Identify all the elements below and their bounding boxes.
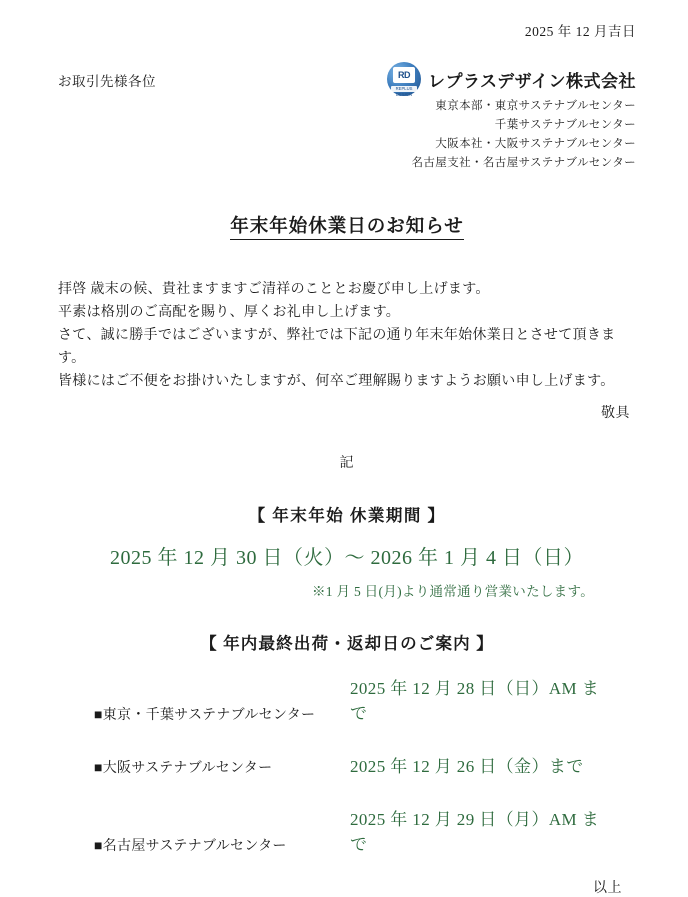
addressee: お取引先様各位 xyxy=(58,74,156,89)
company-block xyxy=(336,62,636,172)
body-paragraph: さて、誠に勝手ではございますが、弊社では下記の通り年末年始休業日とさせて頂きます。 xyxy=(58,328,616,366)
holiday-period-dates: 2025 年 12 月 30 日（火）〜 2026 年 1 月 4 日（日） xyxy=(110,547,584,569)
shipping-item-date: 2025 年 12 月 26 日（金）まで xyxy=(350,757,584,776)
holiday-period-heading: 【 年末年始 休業期間 】 xyxy=(248,506,446,525)
company-logo-row xyxy=(336,62,636,96)
list-item xyxy=(58,799,636,855)
logo-monogram: RD xyxy=(393,67,415,83)
shipping-list xyxy=(58,668,636,855)
closing-salutation: 敬具 xyxy=(601,406,630,421)
body-text xyxy=(58,278,636,393)
holiday-period-note: ※1 月 5 日(月)より通常通り営業いたします。 xyxy=(311,584,594,599)
document-title xyxy=(58,212,636,238)
company-branch: 大阪本社・大阪サステナブルセンター xyxy=(435,138,636,150)
company-name: レプラスデザイン株式会社 xyxy=(428,71,636,91)
shipping-item-date: 2025 年 12 月 29 日（月）AM まで xyxy=(350,810,600,854)
shipping-item-label: ■東京・千葉サステナブルセンター xyxy=(94,708,316,723)
shipping-item-label: ■名古屋サステナブルセンター xyxy=(94,839,287,854)
shipping-item-date: 2025 年 12 月 28 日（日）AM まで xyxy=(350,679,600,723)
body-paragraph: 拝啓 歳末の候、貴社ますますご清祥のこととお慶び申し上げます。 xyxy=(58,282,490,297)
logo-subtext: REPLUS DESIGN xyxy=(391,86,417,92)
shipping-item-label: ■大阪サステナブルセンター xyxy=(94,761,273,776)
list-item xyxy=(58,746,636,777)
issue-date: 2025 年 12 月吉日 xyxy=(524,24,636,39)
ki-marker: 記 xyxy=(339,456,355,471)
body-paragraph: 平素は格別のご高配を賜り、厚くお礼申し上げます。 xyxy=(58,305,401,320)
company-branch: 名古屋支社・名古屋サステナブルセンター xyxy=(411,157,636,169)
replus-design-logo-icon xyxy=(387,62,421,96)
body-paragraph: 皆様にはご不便をお掛けいたしますが、何卒ご理解賜りますようお願い申し上げます。 xyxy=(58,374,615,389)
company-branch: 東京本部・東京サステナブルセンター xyxy=(435,100,636,112)
list-item xyxy=(58,668,636,724)
shipping-heading: 【 年内最終出荷・返却日のご案内 】 xyxy=(200,634,494,653)
end-mark: 以上 xyxy=(593,881,622,896)
document-title-text: 年末年始休業日のお知らせ xyxy=(230,217,463,240)
company-branch: 千葉サステナブルセンター xyxy=(494,119,636,131)
